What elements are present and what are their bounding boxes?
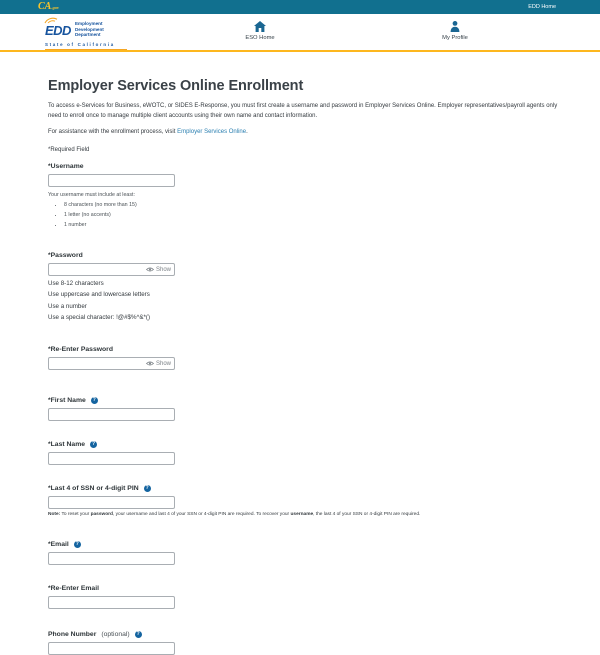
phone-group	[48, 631, 560, 655]
rule-item: Use 8-12 characters	[48, 280, 104, 288]
username-group	[48, 163, 560, 228]
home-icon	[254, 21, 266, 32]
reenter-password-show-button[interactable]	[146, 361, 174, 367]
edd-wordmark: EDD	[45, 23, 71, 38]
nav-eso-home[interactable]	[230, 21, 290, 41]
first-name-input[interactable]	[48, 408, 175, 421]
phone-input[interactable]	[48, 642, 175, 655]
first-name-group	[48, 397, 560, 421]
edd-tagline: State of California	[45, 42, 115, 47]
rule-item: • 1 letter (no accents)	[64, 212, 560, 218]
username-rules-list	[64, 202, 560, 228]
reenter-email-input[interactable]	[48, 596, 175, 609]
edd-logo[interactable]	[45, 18, 127, 50]
password-show-button[interactable]	[146, 267, 174, 273]
nav-my-profile-label: My Profile	[442, 35, 468, 41]
edd-logo-underline	[45, 49, 127, 51]
employer-services-online-link[interactable]: Employer Services Online	[177, 129, 247, 136]
rule-item: • 8 characters (no more than 15)	[64, 202, 560, 208]
ssn-pin-help-icon[interactable]: ?	[145, 485, 149, 492]
password-label: *Password	[48, 252, 83, 260]
password-field	[48, 263, 175, 276]
rule-item: • 1 number	[64, 222, 560, 228]
ca-gov-logo-gov: .gov	[51, 5, 59, 10]
ssn-pin-label: *Last 4 of SSN or 4-digit PIN	[48, 485, 139, 493]
reenter-password-input[interactable]	[49, 358, 146, 369]
password-show-label: Show	[155, 266, 171, 273]
email-group	[48, 541, 560, 565]
first-name-help-icon[interactable]: ?	[92, 397, 96, 404]
site-header	[0, 14, 600, 50]
eye-icon	[146, 361, 154, 366]
rule-item: Use uppercase and lowercase letters	[48, 291, 150, 299]
page-title: Employer Services Online Enrollment	[48, 78, 304, 94]
first-name-label: *First Name	[48, 397, 86, 405]
eye-icon	[146, 267, 154, 272]
rule-item: Use a special character: !@#$%^&*()	[48, 313, 151, 321]
email-input[interactable]	[48, 552, 175, 565]
last-name-group	[48, 441, 560, 465]
phone-label: Phone Number	[48, 631, 97, 639]
email-help-icon[interactable]: ?	[75, 541, 79, 548]
reenter-password-group	[48, 346, 560, 370]
top-utility-bar	[0, 0, 600, 14]
password-group	[48, 252, 560, 322]
reenter-email-group	[48, 585, 560, 609]
reenter-password-label: *Re-Enter Password	[48, 346, 113, 354]
email-label: *Email	[48, 541, 69, 549]
intro-paragraph: To access e-Services for Business, eWOTC, or SIDES E-Response, you must first create a username and password in Employer Services Online. Employer representatives/payroll agents only need to enroll once to manage multiple client accounts using their own name and contact information.	[48, 103, 558, 119]
reenter-email-label: *Re-Enter Email	[48, 585, 99, 593]
ca-gov-logo-ca: CA	[38, 1, 52, 12]
ca-gov-logo[interactable]	[38, 2, 59, 12]
main-content	[0, 78, 600, 655]
password-rules-list	[48, 280, 560, 322]
username-hint-title: Your username must include at least:	[48, 192, 135, 199]
username-label: *Username	[48, 163, 84, 171]
edd-logo-arcs-icon	[44, 18, 60, 24]
last-name-input[interactable]	[48, 452, 175, 465]
header-gold-divider	[0, 50, 600, 52]
ssn-pin-note: Note: To reset your password, your username and last 4 of your SSN or 4-digit PIN are required. To recover your username, the last 4 of your SSN or 4-digit PIN are required.	[48, 512, 421, 518]
nav-my-profile[interactable]	[425, 21, 485, 41]
ssn-pin-input[interactable]	[48, 496, 175, 509]
last-name-label: *Last Name	[48, 441, 86, 449]
username-input[interactable]	[48, 174, 175, 187]
last-name-help-icon[interactable]: ?	[92, 441, 96, 448]
required-field-note: *Required Field	[48, 147, 90, 154]
ssn-pin-group	[48, 485, 560, 517]
rule-item: Use a number	[48, 302, 87, 310]
edd-home-link[interactable]: EDD Home	[528, 4, 556, 10]
reenter-password-field	[48, 357, 175, 370]
phone-help-icon[interactable]: ?	[136, 631, 140, 638]
nav-eso-home-label: ESO Home	[245, 35, 275, 41]
phone-optional-label: (optional)	[101, 631, 130, 639]
password-input[interactable]	[49, 264, 146, 275]
person-icon	[450, 21, 460, 32]
assistance-line: For assistance with the enrollment process, visit Employer Services Online.	[48, 129, 248, 136]
edd-department-text: Employment Development Department	[74, 21, 104, 38]
reenter-password-show-label: Show	[155, 360, 171, 367]
